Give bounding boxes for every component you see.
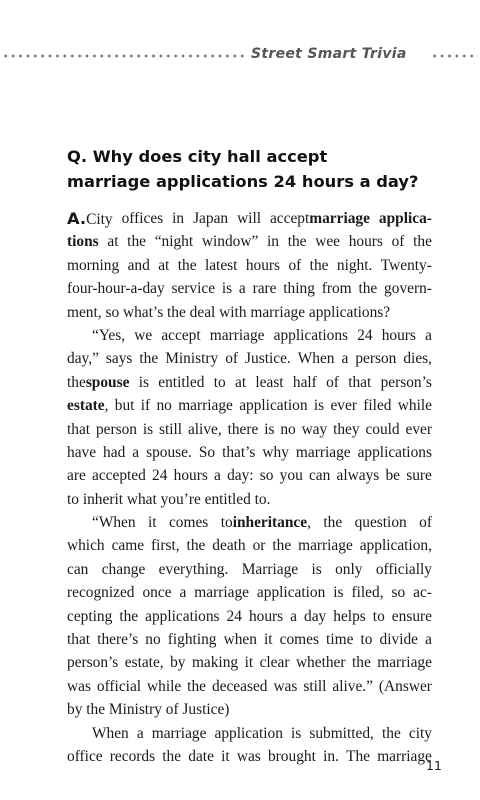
word: half bbox=[292, 373, 317, 391]
header-dot-rule-left bbox=[2, 54, 248, 58]
word: ever bbox=[405, 420, 432, 438]
word: have bbox=[67, 443, 97, 461]
word: estate, bbox=[124, 654, 164, 672]
word: city bbox=[408, 724, 432, 742]
word: a bbox=[132, 443, 140, 461]
word: A.City bbox=[67, 209, 113, 228]
word: is bbox=[142, 420, 154, 438]
word: applications bbox=[145, 607, 220, 625]
answer-line bbox=[67, 534, 432, 557]
word: could bbox=[365, 420, 400, 438]
word: Japan bbox=[193, 210, 229, 227]
answer-line bbox=[67, 207, 432, 230]
word: is bbox=[221, 280, 233, 298]
word: govern- bbox=[384, 280, 432, 298]
word: day,” bbox=[67, 350, 99, 368]
word: question bbox=[354, 514, 407, 532]
word: no bbox=[145, 631, 161, 649]
word: records bbox=[109, 747, 156, 765]
word: but bbox=[114, 397, 135, 415]
word: that bbox=[67, 631, 91, 649]
word: latest bbox=[204, 256, 238, 274]
word: fighting bbox=[167, 631, 217, 649]
word: person’s bbox=[380, 373, 432, 391]
page-number: 11 bbox=[426, 758, 442, 773]
word: death bbox=[212, 537, 246, 555]
word: clear bbox=[259, 654, 290, 672]
answer-line bbox=[67, 651, 432, 674]
word: submitted, bbox=[309, 724, 374, 742]
word: once bbox=[142, 584, 172, 602]
word: there bbox=[227, 420, 259, 438]
word: marriage bbox=[295, 443, 351, 461]
word: estate, bbox=[67, 397, 109, 415]
word: applications bbox=[357, 443, 432, 461]
word: the bbox=[287, 233, 307, 251]
word: offices bbox=[121, 210, 164, 227]
word: is bbox=[290, 724, 302, 742]
word: filed bbox=[363, 397, 392, 415]
word: can bbox=[308, 467, 331, 485]
word: (Answer bbox=[378, 677, 432, 695]
word: is bbox=[264, 420, 275, 438]
word: day: bbox=[227, 467, 254, 485]
word: while bbox=[147, 677, 182, 695]
word: toinheritance, bbox=[220, 514, 311, 532]
word: first, bbox=[150, 537, 180, 555]
word: window” bbox=[201, 233, 259, 251]
word: acceptmarriage bbox=[269, 210, 370, 227]
word: So bbox=[198, 443, 216, 461]
answer-line bbox=[67, 488, 432, 511]
answer-line bbox=[67, 722, 432, 745]
question-heading bbox=[67, 144, 437, 194]
answer-line bbox=[67, 324, 432, 347]
word: When bbox=[92, 724, 129, 742]
word: it bbox=[244, 654, 254, 672]
header-dot-rule-right bbox=[431, 54, 478, 58]
word: you bbox=[279, 467, 303, 485]
word: ensure bbox=[391, 607, 432, 625]
word: if bbox=[140, 397, 151, 415]
word: The bbox=[346, 747, 371, 765]
word: day bbox=[304, 607, 327, 625]
answer-line bbox=[67, 558, 432, 581]
word: is bbox=[313, 397, 325, 415]
word: application bbox=[214, 724, 283, 742]
word: deceased bbox=[211, 677, 268, 695]
word: so bbox=[391, 584, 406, 602]
word: there’s bbox=[97, 631, 139, 649]
word: a bbox=[214, 467, 221, 485]
word: it bbox=[221, 747, 230, 765]
word: the bbox=[323, 514, 343, 532]
word: ac- bbox=[413, 584, 432, 602]
word: hours bbox=[381, 326, 416, 344]
word: the bbox=[177, 256, 197, 274]
text-run: to inherit what you’re entitled to. bbox=[67, 490, 271, 508]
word: marriage bbox=[178, 397, 233, 415]
word: office bbox=[67, 747, 103, 765]
word: the bbox=[139, 350, 159, 368]
word: sure bbox=[406, 467, 432, 485]
word: time bbox=[326, 631, 354, 649]
word: “night bbox=[154, 233, 194, 251]
word: accepted bbox=[92, 467, 146, 485]
word: always bbox=[336, 467, 380, 485]
answer-line bbox=[67, 277, 432, 300]
answer-line bbox=[67, 347, 432, 370]
word: “Yes, bbox=[92, 326, 126, 344]
word: that bbox=[67, 420, 91, 438]
word: in bbox=[172, 210, 185, 227]
word: a bbox=[425, 631, 432, 649]
word: recognized bbox=[67, 584, 135, 602]
word: still bbox=[158, 420, 183, 438]
word: Twenty- bbox=[380, 256, 432, 274]
word: 24 bbox=[152, 467, 168, 485]
word: service bbox=[171, 280, 216, 298]
word: four-hour-a-day bbox=[67, 280, 165, 298]
word: no bbox=[156, 397, 172, 415]
word: to bbox=[360, 631, 373, 649]
word: change bbox=[101, 560, 146, 578]
word: “When bbox=[92, 514, 136, 532]
word: that’s bbox=[222, 443, 256, 461]
word: thespouse bbox=[67, 373, 130, 391]
word: tions bbox=[67, 233, 99, 251]
word: still bbox=[303, 677, 327, 695]
word: was bbox=[273, 677, 298, 695]
word: the bbox=[272, 537, 292, 555]
word: the bbox=[351, 654, 371, 672]
word: marriage bbox=[209, 326, 265, 344]
word: was bbox=[236, 747, 261, 765]
word: marriage bbox=[377, 654, 432, 672]
word: marriage bbox=[377, 747, 432, 765]
word: came bbox=[111, 537, 145, 555]
word: entitled bbox=[158, 373, 205, 391]
answer-line bbox=[67, 698, 432, 721]
word: was bbox=[67, 677, 91, 695]
word: marriage bbox=[151, 724, 207, 742]
word: applications bbox=[273, 326, 349, 344]
word: helps bbox=[333, 607, 366, 625]
word: hours bbox=[248, 607, 284, 625]
answer-line bbox=[67, 418, 432, 441]
word: they bbox=[333, 420, 360, 438]
word: the bbox=[186, 537, 206, 555]
word: the bbox=[381, 724, 401, 742]
word: while bbox=[397, 397, 432, 415]
word: comes bbox=[279, 631, 319, 649]
question-line-1: Q. Why does city hall accept bbox=[67, 147, 328, 166]
word: the bbox=[162, 747, 182, 765]
word: person’s bbox=[67, 654, 119, 672]
word: comes bbox=[168, 514, 209, 532]
word: to bbox=[372, 607, 385, 625]
answer-line bbox=[67, 301, 432, 324]
word: Marriage bbox=[241, 560, 299, 578]
word: least bbox=[255, 373, 284, 391]
word: by bbox=[170, 654, 186, 672]
word: it bbox=[264, 631, 273, 649]
word: alive.” bbox=[332, 677, 373, 695]
word: that bbox=[348, 373, 372, 391]
answer-line bbox=[67, 745, 432, 768]
word: be bbox=[385, 467, 401, 485]
word: whether bbox=[295, 654, 346, 672]
word: 24 bbox=[357, 326, 373, 344]
word: divide bbox=[379, 631, 419, 649]
word: rare bbox=[252, 280, 277, 298]
word: which bbox=[67, 537, 105, 555]
word: it bbox=[148, 514, 157, 532]
word: application bbox=[239, 397, 308, 415]
word: person bbox=[95, 420, 137, 438]
word: way bbox=[301, 420, 328, 438]
word: says bbox=[105, 350, 133, 368]
word: at bbox=[234, 373, 247, 391]
word: of bbox=[419, 514, 432, 532]
answer-line bbox=[67, 464, 432, 487]
word: is bbox=[138, 373, 149, 391]
word: of bbox=[288, 256, 302, 274]
word: the bbox=[309, 256, 329, 274]
word: making bbox=[191, 654, 239, 672]
word: only bbox=[335, 560, 363, 578]
word: person bbox=[355, 350, 397, 368]
word: the bbox=[413, 233, 432, 251]
word: wee bbox=[315, 233, 340, 251]
word: of bbox=[391, 233, 405, 251]
word: are bbox=[67, 467, 86, 485]
word: thing bbox=[283, 280, 315, 298]
word: of bbox=[326, 373, 339, 391]
word: had bbox=[103, 443, 126, 461]
answer-line bbox=[67, 628, 432, 651]
word: morning bbox=[67, 256, 120, 274]
word: cepting bbox=[67, 607, 113, 625]
word: filed, bbox=[351, 584, 384, 602]
word: hours bbox=[173, 467, 208, 485]
answer-line bbox=[67, 441, 432, 464]
answer-line bbox=[67, 230, 432, 253]
word: can bbox=[67, 560, 89, 578]
answer-line bbox=[67, 394, 432, 417]
word: the bbox=[358, 280, 378, 298]
word: the bbox=[127, 233, 146, 251]
word: officially bbox=[375, 560, 432, 578]
word: when bbox=[223, 631, 257, 649]
answer-line bbox=[67, 511, 432, 534]
text-run: by the Ministry of Justice) bbox=[67, 701, 230, 719]
word: Justice. bbox=[245, 350, 291, 368]
question-line-2: marriage applications 24 hours a day? bbox=[67, 172, 419, 191]
word: spouse. bbox=[146, 443, 192, 461]
word: to bbox=[213, 373, 226, 391]
word: we bbox=[134, 326, 153, 344]
word: dies, bbox=[403, 350, 432, 368]
answer-line bbox=[67, 581, 432, 604]
word: marriage bbox=[194, 584, 249, 602]
word: at bbox=[158, 256, 170, 274]
word: ever bbox=[330, 397, 357, 415]
header-title: Street Smart Trivia bbox=[251, 46, 407, 62]
word: a bbox=[238, 280, 246, 298]
word: 24 bbox=[226, 607, 242, 625]
word: or bbox=[252, 537, 266, 555]
word: brought bbox=[267, 747, 316, 765]
word: at bbox=[107, 233, 119, 251]
word: hours bbox=[348, 233, 383, 251]
word: will bbox=[237, 210, 262, 227]
word: Ministry bbox=[165, 350, 219, 368]
word: hours bbox=[245, 256, 281, 274]
word: application bbox=[256, 584, 326, 602]
word: a bbox=[425, 326, 432, 344]
running-header bbox=[0, 40, 480, 70]
word: in. bbox=[323, 747, 339, 765]
word: a bbox=[341, 350, 349, 368]
word: so bbox=[259, 467, 274, 485]
text-run: ment, so what’s the deal with marriage applications? bbox=[67, 303, 391, 321]
word: accept bbox=[161, 326, 201, 344]
word: why bbox=[262, 443, 289, 461]
word: in bbox=[267, 233, 279, 251]
word: application, bbox=[359, 537, 432, 555]
word: everything. bbox=[158, 560, 229, 578]
word: of bbox=[225, 350, 239, 368]
word: marriage bbox=[298, 537, 353, 555]
word: from bbox=[321, 280, 352, 298]
word: official bbox=[96, 677, 142, 695]
word: night. bbox=[336, 256, 373, 274]
word: alive, bbox=[187, 420, 222, 438]
word: applica- bbox=[378, 210, 432, 227]
word: a bbox=[290, 607, 298, 625]
word: date bbox=[188, 747, 214, 765]
word: and bbox=[127, 256, 150, 274]
answer-line bbox=[67, 254, 432, 277]
answer-body bbox=[67, 207, 432, 768]
word: a bbox=[136, 724, 144, 742]
word: a bbox=[179, 584, 187, 602]
word: When bbox=[297, 350, 335, 368]
answer-line bbox=[67, 605, 432, 628]
word: is bbox=[311, 560, 322, 578]
answer-line bbox=[67, 675, 432, 698]
word: the bbox=[187, 677, 206, 695]
word: the bbox=[119, 607, 139, 625]
word: no bbox=[280, 420, 296, 438]
word: is bbox=[333, 584, 344, 602]
answer-line bbox=[67, 371, 432, 394]
answer-label: A. bbox=[67, 209, 87, 228]
